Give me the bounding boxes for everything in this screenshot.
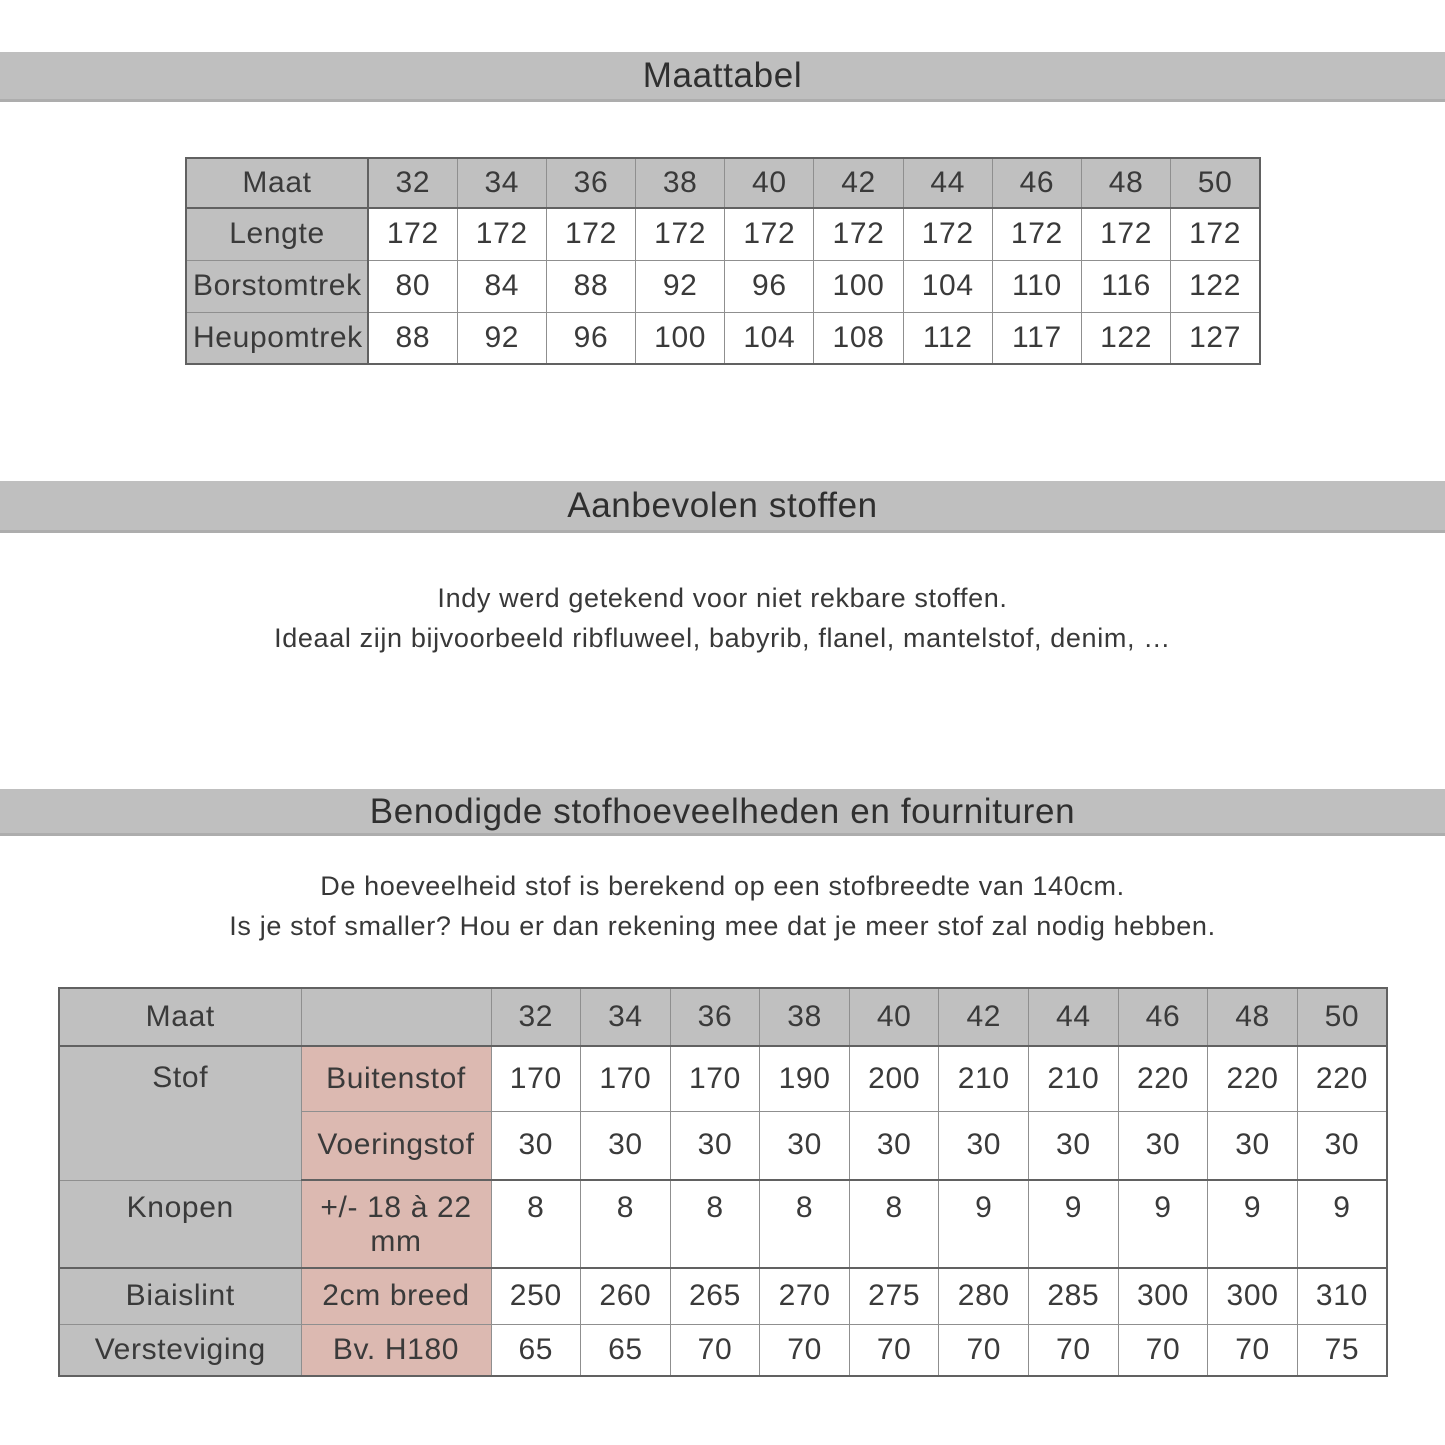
materials-value: 30 — [1118, 1111, 1208, 1180]
materials-value: 30 — [1297, 1111, 1387, 1180]
materials-value: 8 — [760, 1180, 850, 1268]
size-column-header: 48 — [1082, 158, 1171, 208]
size-table-value: 104 — [725, 312, 814, 364]
materials-row-label: Stof — [59, 1046, 301, 1180]
materials-value: 170 — [581, 1046, 671, 1111]
note-line: Is je stof smaller? Hou er dan rekening mee dat je meer stof zal nodig hebben. — [229, 911, 1216, 941]
size-table-row-label: Heupomtrek — [186, 312, 368, 364]
materials-value: 9 — [1208, 1180, 1298, 1268]
materials-row-sublabel: +/- 18 à 22 mm — [301, 1180, 491, 1268]
size-table-value: 110 — [992, 260, 1081, 312]
materials-value: 275 — [849, 1268, 939, 1324]
materials-value: 210 — [1029, 1046, 1119, 1111]
size-column-header: 46 — [1118, 988, 1208, 1046]
materials-row-sublabel: Buitenstof — [301, 1046, 491, 1111]
materials-value: 260 — [581, 1268, 671, 1324]
table-row — [59, 988, 1387, 1046]
size-table-value: 104 — [903, 260, 992, 312]
materials-value: 210 — [939, 1046, 1029, 1111]
note-line: Indy werd getekend voor niet rekbare stoffen. — [437, 583, 1008, 613]
size-column-header: 44 — [1029, 988, 1119, 1046]
materials-value: 310 — [1297, 1268, 1387, 1324]
size-column-header: 40 — [849, 988, 939, 1046]
note-line: De hoeveelheid stof is berekend op een stofbreedte van 140cm. — [320, 871, 1125, 901]
section-header-aanbevolen-stoffen — [0, 481, 1445, 533]
materials-value: 30 — [581, 1111, 671, 1180]
size-table-value: 172 — [725, 208, 814, 260]
table-row — [59, 1046, 1387, 1111]
materials-value: 8 — [491, 1180, 581, 1268]
table-row — [186, 260, 1260, 312]
materials-value: 9 — [1118, 1180, 1208, 1268]
materials-value: 220 — [1118, 1046, 1208, 1111]
table-row — [186, 208, 1260, 260]
size-column-header: 36 — [670, 988, 760, 1046]
materials-value: 9 — [1029, 1180, 1119, 1268]
materials-value: 8 — [581, 1180, 671, 1268]
size-table-value: 122 — [1171, 260, 1260, 312]
size-column-header: 32 — [491, 988, 581, 1046]
size-column-header: 50 — [1171, 158, 1260, 208]
size-table-value: 117 — [992, 312, 1081, 364]
materials-value: 30 — [939, 1111, 1029, 1180]
materials-value: 220 — [1208, 1046, 1298, 1111]
materials-row-sublabel: 2cm breed — [301, 1268, 491, 1324]
materials-row-label: Versteviging — [59, 1324, 301, 1376]
size-column-header: 38 — [760, 988, 850, 1046]
size-column-header: 44 — [903, 158, 992, 208]
size-table-corner-label: Maat — [186, 158, 368, 208]
size-column-header: 42 — [814, 158, 903, 208]
size-table-row-label: Lengte — [186, 208, 368, 260]
note-line: Ideaal zijn bijvoorbeeld ribfluweel, babyrib, flanel, mantelstof, denim, … — [274, 623, 1171, 653]
size-table-value: 100 — [814, 260, 903, 312]
materials-value: 190 — [760, 1046, 850, 1111]
materials-value: 280 — [939, 1268, 1029, 1324]
size-column-header: 38 — [636, 158, 725, 208]
size-table-value: 127 — [1171, 312, 1260, 364]
size-table-value: 122 — [1082, 312, 1171, 364]
materials-value: 270 — [760, 1268, 850, 1324]
materials-value: 200 — [849, 1046, 939, 1111]
materials-value: 9 — [1297, 1180, 1387, 1268]
size-column-header: 32 — [368, 158, 457, 208]
recommended-fabrics-note — [0, 578, 1445, 658]
materials-value: 65 — [581, 1324, 671, 1376]
size-table — [185, 157, 1261, 365]
table-row — [59, 1180, 1387, 1268]
materials-value: 300 — [1118, 1268, 1208, 1324]
size-table-value: 112 — [903, 312, 992, 364]
size-column-header: 34 — [457, 158, 546, 208]
size-table-value: 96 — [546, 312, 635, 364]
size-table-value: 172 — [1171, 208, 1260, 260]
section-title: Benodigde stofhoeveelheden en fournituren — [369, 792, 1076, 831]
materials-row-label: Knopen — [59, 1180, 301, 1268]
size-table-value: 172 — [903, 208, 992, 260]
materials-value: 70 — [849, 1324, 939, 1376]
materials-value: 265 — [670, 1268, 760, 1324]
materials-row-sublabel: Bv. H180 — [301, 1324, 491, 1376]
size-table-value: 172 — [992, 208, 1081, 260]
materials-value: 70 — [1208, 1324, 1298, 1376]
table-row — [186, 158, 1260, 208]
materials-value: 65 — [491, 1324, 581, 1376]
materials-table-empty-header — [301, 988, 491, 1046]
table-row — [59, 1324, 1387, 1376]
materials-value: 70 — [760, 1324, 850, 1376]
size-column-header: 40 — [725, 158, 814, 208]
fabric-quantity-note — [0, 866, 1445, 946]
materials-value: 30 — [1029, 1111, 1119, 1180]
size-table-value: 172 — [546, 208, 635, 260]
size-table-row-label: Borstomtrek — [186, 260, 368, 312]
materials-value: 8 — [849, 1180, 939, 1268]
materials-value: 70 — [1029, 1324, 1119, 1376]
size-table-value: 172 — [636, 208, 725, 260]
size-table-value: 88 — [546, 260, 635, 312]
section-title: Aanbevolen stoffen — [567, 486, 878, 525]
materials-value: 300 — [1208, 1268, 1298, 1324]
materials-value: 70 — [670, 1324, 760, 1376]
size-table-value: 88 — [368, 312, 457, 364]
size-table-value: 172 — [814, 208, 903, 260]
table-row — [186, 312, 1260, 364]
size-table-value: 84 — [457, 260, 546, 312]
materials-value: 30 — [849, 1111, 939, 1180]
materials-value: 70 — [939, 1324, 1029, 1376]
size-table-value: 172 — [457, 208, 546, 260]
materials-value: 285 — [1029, 1268, 1119, 1324]
size-table-value: 100 — [636, 312, 725, 364]
section-header-maattabel — [0, 52, 1445, 102]
size-table-value: 172 — [368, 208, 457, 260]
materials-value: 30 — [670, 1111, 760, 1180]
size-column-header: 42 — [939, 988, 1029, 1046]
section-title: Maattabel — [642, 56, 803, 95]
size-table-value: 96 — [725, 260, 814, 312]
size-column-header: 36 — [546, 158, 635, 208]
materials-value: 170 — [491, 1046, 581, 1111]
materials-value: 75 — [1297, 1324, 1387, 1376]
size-table-value: 116 — [1082, 260, 1171, 312]
materials-value: 30 — [1208, 1111, 1298, 1180]
materials-value: 220 — [1297, 1046, 1387, 1111]
materials-value: 30 — [760, 1111, 850, 1180]
materials-value: 30 — [491, 1111, 581, 1180]
size-column-header: 34 — [581, 988, 671, 1046]
size-column-header: 46 — [992, 158, 1081, 208]
table-row — [59, 1268, 1387, 1324]
materials-value: 70 — [1118, 1324, 1208, 1376]
materials-value: 250 — [491, 1268, 581, 1324]
size-table-value: 172 — [1082, 208, 1171, 260]
materials-value: 9 — [939, 1180, 1029, 1268]
size-table-value: 92 — [636, 260, 725, 312]
size-column-header: 50 — [1297, 988, 1387, 1046]
materials-row-label: Biaislint — [59, 1268, 301, 1324]
size-table-value: 108 — [814, 312, 903, 364]
materials-table-corner-label: Maat — [59, 988, 301, 1046]
materials-value: 8 — [670, 1180, 760, 1268]
materials-row-sublabel: Voeringstof — [301, 1111, 491, 1180]
size-table-value: 92 — [457, 312, 546, 364]
materials-value: 170 — [670, 1046, 760, 1111]
size-table-value: 80 — [368, 260, 457, 312]
size-column-header: 48 — [1208, 988, 1298, 1046]
section-header-benodigde-stofhoeveelheden — [0, 789, 1445, 836]
materials-table — [58, 987, 1388, 1377]
